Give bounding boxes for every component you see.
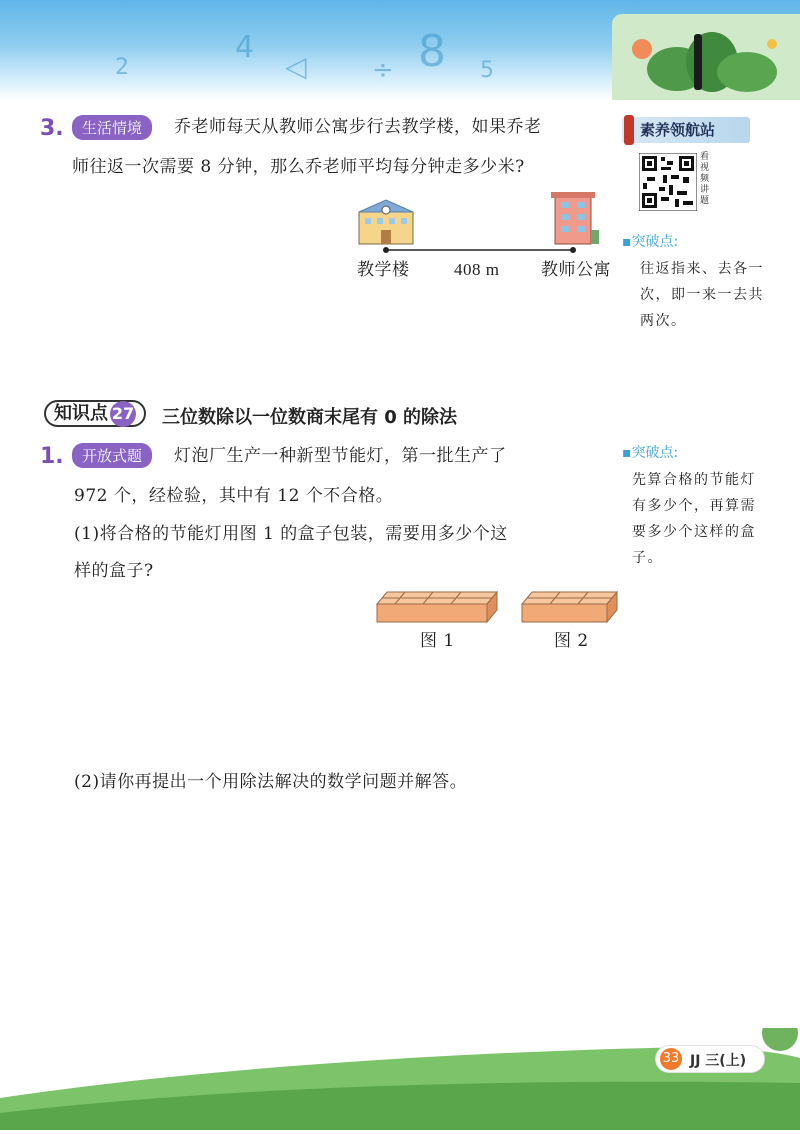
figure-1-box-image bbox=[375, 588, 500, 626]
book-series: JJ 三(上) bbox=[690, 1053, 747, 1069]
deco-triangle: ◁ bbox=[285, 50, 307, 83]
qr-code-icon[interactable] bbox=[639, 153, 697, 211]
distance-diagram bbox=[355, 190, 605, 260]
subquestion-text: (2)请你再提出一个用除法解决的数学问题并解答。 bbox=[74, 772, 468, 792]
label-teacher-apartment: 教师公寓 bbox=[541, 260, 611, 280]
knowledge-point-badge bbox=[44, 399, 146, 427]
tip-text: 往返指来、去各一次，即一来一去共两次。 bbox=[640, 261, 764, 329]
knowledge-point-number: 27 bbox=[110, 401, 136, 427]
question-text: 灯泡厂生产一种新型节能灯，第一批生产了 bbox=[174, 446, 507, 466]
question-number: 1. bbox=[40, 444, 64, 469]
leaf-icon bbox=[612, 14, 800, 100]
tip-text: 先算合格的节能灯有多少个，再算需要多少个这样的盒子。 bbox=[632, 472, 756, 566]
knowledge-point-title: 三位数除以一位数商末尾有 0 的除法 bbox=[162, 407, 458, 428]
deco-digit: 5 bbox=[480, 58, 494, 83]
tip-heading: ▪突破点: bbox=[622, 234, 679, 250]
question-tag bbox=[72, 115, 152, 140]
deco-divide: ÷ bbox=[372, 55, 394, 85]
question-text: 乔老师每天从教师公寓步行去教学楼，如果乔老 bbox=[174, 117, 542, 137]
tip-heading: ▪突破点: bbox=[622, 445, 679, 461]
tag-label: 开放式题 bbox=[72, 443, 152, 468]
bottom-grass-decoration bbox=[0, 1028, 800, 1130]
label-distance: 408 m bbox=[454, 260, 500, 279]
question-tag bbox=[72, 443, 152, 468]
apartment-building-icon bbox=[551, 192, 599, 244]
school-building-icon bbox=[359, 200, 413, 244]
knowledge-point-label: 知识点 27 bbox=[44, 400, 146, 427]
deco-digit: 4 bbox=[235, 30, 255, 65]
subquestion-text: 样的盒子? bbox=[74, 561, 154, 581]
figure-1-label: 图 1 bbox=[420, 631, 455, 651]
figure-2-box-image bbox=[520, 588, 620, 626]
sidebar-brand: 素养领航站 bbox=[640, 121, 716, 139]
question-number: 3. bbox=[40, 116, 64, 141]
subquestion-text: (1)将合格的节能灯用图 1 的盒子包装，需要用多少个这 bbox=[74, 524, 508, 544]
tip-bullet-icon: ▪ bbox=[622, 445, 632, 461]
bookmark-icon bbox=[624, 115, 634, 145]
figure-2-label: 图 2 bbox=[554, 631, 589, 651]
tip-bullet-icon: ▪ bbox=[622, 234, 632, 250]
tag-label: 生活情境 bbox=[72, 115, 152, 140]
page-number: 33 bbox=[660, 1048, 682, 1070]
deco-digit: 8 bbox=[418, 26, 446, 77]
deco-digit: 2 bbox=[115, 55, 129, 80]
qr-caption: 看视频讲题 bbox=[700, 152, 710, 206]
label-teaching-building: 教学楼 bbox=[357, 260, 410, 280]
leaf-illustration bbox=[612, 14, 800, 100]
question-text: 972 个，经检验，其中有 12 个不合格。 bbox=[74, 486, 394, 506]
question-text: 师往返一次需要 8 分钟，那么乔老师平均每分钟走多少米? bbox=[72, 157, 525, 177]
